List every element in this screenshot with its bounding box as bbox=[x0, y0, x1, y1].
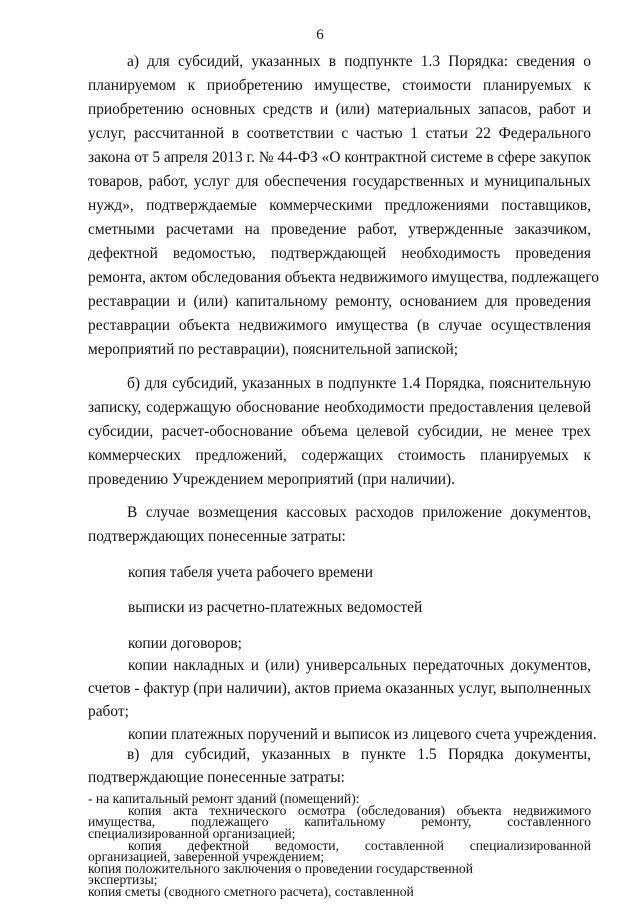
text-line: а) для субсидий, указанных в подпункте 1.3 Порядка: сведения о bbox=[127, 53, 591, 70]
text-line: В случае возмещения кассовых расходов приложение документов, bbox=[127, 504, 591, 521]
text-line: дефектной ведомостью, подтверждающей необходимость проведения bbox=[88, 245, 591, 262]
text-line: ремонта, актом обследования объекта недвижимого имущества, подлежащего bbox=[88, 269, 600, 286]
text-line: товаров, работ, услуг для обеспечения государственных и муниципальных bbox=[88, 173, 591, 190]
text-line: услуг, рассчитанной в соответствии с частью 1 статьи 22 Федерального bbox=[88, 125, 591, 142]
text-line: подтверждающих понесенные затраты: bbox=[88, 528, 346, 545]
list-item: копии накладных и (или) универсальных передаточных документов, bbox=[128, 657, 591, 674]
text-line: реставрации объекта недвижимого имущества (в случае осуществления bbox=[88, 317, 591, 334]
list-item: копия акта технического осмотра (обследования) объекта недвижимого bbox=[128, 802, 591, 818]
text-line: экспертизы; bbox=[88, 872, 158, 888]
list-item: копии договоров; bbox=[128, 635, 242, 652]
text-line: б) для субсидий, указанных в подпункте 1.4 Порядка, пояснительную bbox=[127, 375, 591, 392]
text-line: нужд», подтверждаемые коммерческими предложениями поставщиков, bbox=[88, 197, 591, 214]
text-line: копия сметы (сводного сметного расчета), составленной bbox=[88, 884, 414, 899]
text-line: копия положительного заключения о проведении государственной bbox=[88, 860, 473, 876]
text-line: приобретению основных средств и (или) материальных запасов, работ и bbox=[88, 101, 591, 118]
list-item: копия табеля учета рабочего времени bbox=[128, 564, 373, 581]
text-line: планируемом к приобретению имуществе, стоимости планируемых к bbox=[88, 77, 591, 94]
text-line: закона от 5 апреля 2013 г. № 44-ФЗ «О контрактной системе в сфере закупок bbox=[88, 149, 591, 166]
text-line: коммерческих предложений, содержащих стоимость планируемых к bbox=[88, 447, 591, 464]
list-item: копия дефектной ведомости, составленной специализированной bbox=[128, 837, 591, 853]
text-line: работ; bbox=[88, 703, 129, 720]
text-line: проведению Учреждением мероприятий (при наличии). bbox=[88, 471, 455, 488]
list-item: - на капитальный ремонт зданий (помещений): bbox=[88, 791, 360, 806]
text-line: имущества, подлежащего капитальному ремонту, составленного bbox=[88, 814, 591, 830]
text-line: в) для субсидий, указанных в пункте 1.5 Порядка документы, bbox=[127, 746, 591, 763]
list-item: выписки из расчетно-платежных ведомостей bbox=[128, 599, 423, 616]
page-number: 6 bbox=[316, 27, 324, 43]
text-line: реставрации и (или) капитальному ремонту, основанием для проведения bbox=[88, 293, 591, 310]
text-line: записку, содержащую обоснование необходимости предоставления целевой bbox=[88, 399, 591, 416]
text-line: сметными расчетами на проведение работ, утвержденные заказчиком, bbox=[88, 221, 591, 238]
text-line: специализированной организацией; bbox=[88, 825, 296, 841]
text-line: подтверждающие понесенные затраты: bbox=[88, 769, 345, 786]
text-line: организацией, заверенной учреждением; bbox=[88, 849, 325, 865]
text-line: счетов - фактур (при наличии), актов приема оказанных услуг, выполненных bbox=[88, 680, 592, 697]
text-line: мероприятий по реставрации), пояснительной запиской; bbox=[88, 341, 459, 358]
text-line: субсидии, расчет-обоснование объема целевой субсидии, не менее трех bbox=[88, 423, 591, 440]
list-item: копии платежных поручений и выписок из лицевого счета учреждения. bbox=[128, 726, 597, 743]
